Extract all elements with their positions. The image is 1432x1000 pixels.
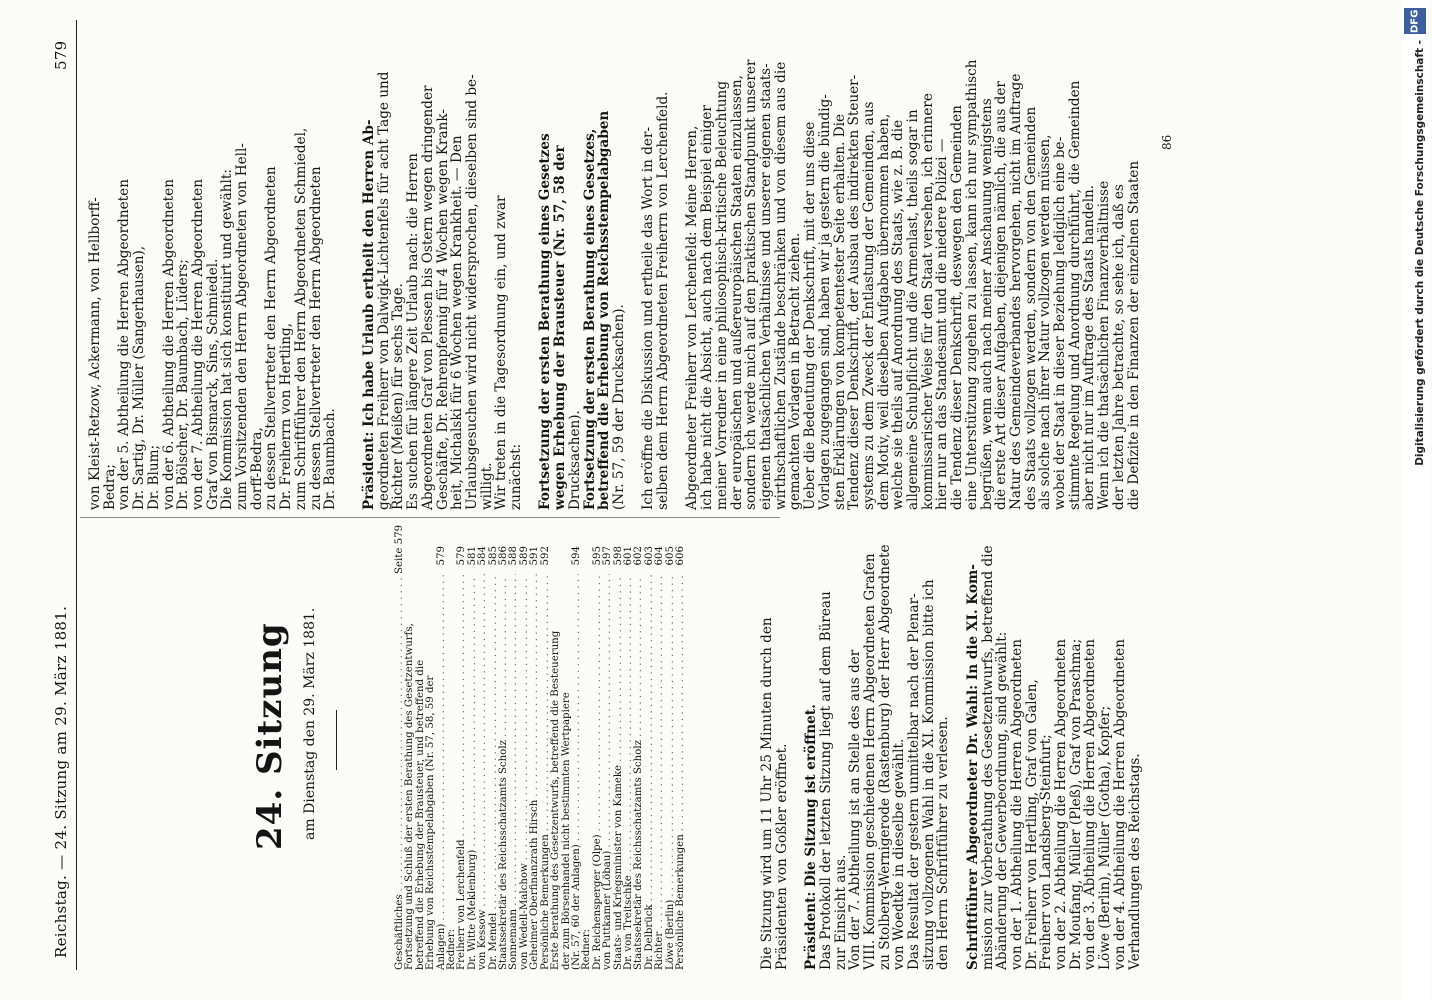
toc-leader: [437, 574, 447, 924]
toc-page: 581: [466, 546, 478, 566]
toc-entry-text: Geheimer Oberfinanzrath Hirsch: [529, 799, 541, 970]
toc-page: 594: [570, 546, 582, 566]
text-line: zu dessen Stellvertreter den Herrn Abgeordneten: [307, 166, 324, 510]
text-line: zur Einsicht aus.: [832, 854, 849, 970]
toc-entry-text: Dr. Witte (Meklenburg): [466, 849, 478, 970]
toc-row: [437, 546, 447, 970]
text-line: Dr. Moufang, Müller (Pleß), Graf von Praschma;: [1067, 638, 1084, 970]
text-line: begrüßen, wenn auch nach meiner Anschauung wenigstens: [978, 98, 995, 510]
toc-page: 591: [529, 546, 541, 566]
text-line: eine Unterstützung zugehen zu lassen, kann ich nur sympathisch: [963, 59, 980, 510]
toc-row: [676, 546, 686, 970]
toc-page: 579: [456, 546, 468, 566]
toc-entry-text: von Puttkamer (Löbau): [602, 850, 614, 970]
page-number: 579: [52, 40, 70, 70]
text-line: Schriftführer Abgeordneter Dr. Wahl: In die XI. Kom-: [964, 564, 981, 970]
toc-page: 604: [654, 546, 666, 566]
toc-entry-text: Anlagen): [435, 923, 447, 970]
toc-entry-text: von Wedell-Malchow: [518, 863, 530, 970]
text-line: Dr. Bölscher, Dr. Baumbach, Lüders;: [175, 259, 192, 510]
toc-row: [478, 546, 488, 970]
text-line: Dr. Sartig, Dr. Müller (Sangerhausen),: [131, 245, 148, 510]
text-line: Dr. Blum;: [145, 444, 162, 510]
text-line: meiner Vorredner in eine philosophisch-kritische Beleuchtung: [713, 80, 730, 510]
toc-entry-text: Redner:: [446, 928, 458, 970]
text-line: VIII. Kommission geschiedenen Herrn Abgeordneten Grafen: [861, 553, 878, 970]
toc-leader: [676, 574, 686, 834]
text-line: Wenn ich die thatsächlichen Finanzverhältnisse: [1096, 180, 1113, 510]
toc-entry-text: (Nr. 57, 60 der Anlagen): [570, 844, 582, 970]
toc-entry-text: Dr. Reichensperger (Olpe): [591, 834, 603, 970]
toc-row: [603, 546, 613, 970]
text-line: zum Vorsitzenden den Herrn Abgeordneten von Hell-: [234, 143, 251, 510]
toc-page: 606: [674, 546, 686, 566]
toc-entry-text: Persönliche Bemerkungen: [539, 834, 551, 970]
text-line: Dr. Baumbach.: [322, 408, 339, 510]
dfg-logo: DFG: [1404, 8, 1426, 34]
toc-page: 592: [539, 546, 551, 566]
text-line: wobei der Staat in dieser Beziehung lediglich eine be-: [1052, 136, 1069, 510]
text-line: Urlaubsgesuchen wird nicht widersprochen, dieselben sind be-: [463, 74, 480, 510]
text-line: Tendenz dieser Denkschrift, der Ausbau des indirekten Steuer-: [846, 74, 863, 510]
toc-entry-text: Dr. von Treitschke: [622, 875, 634, 970]
digitization-sidebar: [1402, 0, 1430, 1000]
toc-page: 589: [518, 546, 530, 566]
text-line: betreffend die Erhebung von Reichsstempelabgaben: [596, 110, 613, 510]
text-line: allgemeine Schulpflicht und die Armenlast, theils sogar in: [905, 109, 922, 510]
header-rule: [76, 20, 77, 970]
text-line: der letzten Jahre betrachte, so sehe ich, daß es: [1110, 184, 1127, 510]
toc-entry-text: Löwe (Berlin): [664, 899, 676, 970]
text-line: heit, Michalski für 6 Wochen wegen Krankheit. — Den: [449, 135, 466, 510]
text-line: von der 3. Abtheilung die Herren Abgeordneten: [1082, 639, 1099, 970]
text-line: aber nicht nur im Auftrage des Staats handeln.: [1081, 184, 1098, 510]
text-line: Präsident: Die Sitzung ist eröffnet.: [803, 704, 820, 970]
text-line: geordneten Freiherr von Dalwigk-Lichtenfels für acht Tage und: [375, 71, 392, 510]
toc-entry-text: Redner:: [581, 928, 593, 970]
toc-page: 603: [643, 546, 655, 566]
text-line: willigt.: [478, 462, 495, 510]
text-line: Natur des Gemeindeverbandes hervorgehen, nicht im Auftrage: [1007, 73, 1024, 510]
text-line: [671, 30, 686, 510]
text-line: von der 7. Abtheilung die Herren Abgeordneten: [189, 179, 206, 510]
toc-page: 598: [612, 546, 624, 566]
text-line: Vorlagen zugegangen sind, haben wir ja gestern die bündig-: [816, 94, 833, 510]
toc-leader: [457, 574, 467, 839]
text-line: Von der 7. Abtheilung ist an Stelle des aus der: [847, 649, 864, 970]
toc-page: 584: [477, 546, 489, 566]
toc-leader: [634, 574, 644, 740]
toc-leader: [499, 574, 509, 740]
text-line: Geschäfte, Dr. Rehrenpfennig für 4 Wochen wegen Krank-: [434, 109, 451, 510]
text-line: Abänderung der Gewerbeordnung, sind gewählt:: [994, 631, 1011, 970]
toc-leader: [509, 574, 519, 909]
text-line: systems zu dem Zweck der Entlastung der Gemeinden, aus: [860, 101, 877, 510]
toc-row: [499, 546, 509, 970]
text-line: Dr. Freiherr von Hertling, Graf von Galen,: [1023, 679, 1040, 970]
text-line: sitzung vollzogenen Wahl in die XI. Kommission bitte ich: [920, 579, 937, 970]
text-line: Verhandlungen des Reichstags.: [1126, 753, 1143, 970]
text-line: [789, 530, 804, 970]
toc-entry-text: betreffend die Erhebung der Brausteuer, und betreffend die: [414, 659, 426, 970]
text-line: (Nr. 57, 59 der Drucksachen).: [610, 304, 627, 510]
text-line: Wir treten in die Tagesordnung ein, und zwar: [493, 195, 510, 510]
text-line: die erste Art dieser Aufgaben, diejenigen nämlich, die aus der: [993, 81, 1010, 510]
toc-page: 595: [591, 546, 603, 566]
toc-row: [655, 546, 665, 970]
toc-row: [645, 546, 655, 970]
text-line: ich habe nicht die Absicht, auch nach dem Beispiel einiger: [699, 105, 716, 510]
toc-leader: [593, 574, 603, 834]
text-line: selben dem Herrn Abgeordneten Freiherrn von Lerchenfeld.: [655, 91, 672, 510]
text-line: dem Motiv, weil dieselben Aufgaben übernommen haben,: [875, 113, 892, 510]
toc-page: 601: [622, 546, 634, 566]
text-line: sten Erklärungen von kompetentester Seite erhalten. Die: [831, 113, 848, 510]
text-line: von der 5. Abtheilung die Herren Abgeordneten: [116, 179, 133, 510]
text-line: Präsidenten von Goßler eröffnet.: [773, 743, 790, 970]
text-line: Das Protokoll der letzten Sitzung liegt auf dem Büreau: [817, 591, 834, 970]
text-line: Es suchen für längere Zeit Urlaub nach: die Herren: [405, 153, 422, 510]
toc-row: [551, 546, 561, 970]
toc-entry-text: Staats- und Kriegsminister von Kameke: [612, 764, 624, 970]
session-title: 24. Sitzung: [250, 622, 290, 850]
running-header: Reichstag. — 24. Sitzung am 29. März 1881.: [52, 605, 70, 958]
text-line: zu Stolberg-Wernigerode (Rastenburg) der Herr Abgeordnete: [876, 544, 893, 970]
toc-leader: [572, 574, 582, 844]
right-column-text: [362, 30, 1141, 510]
dfg-credit: Digitalisierung gefördert durch die Deutsche Forschungsgemeinschaft -: [1414, 40, 1426, 466]
toc-entry-text: Geschäftliches: [394, 894, 405, 970]
text-line: Ich eröffne die Diskussion und ertheile das Wort in der-: [640, 126, 657, 510]
text-line: Freiherr von Landsberg-Steinfurt;: [1038, 734, 1055, 970]
text-line: von der 6. Abtheilung die Herren Abgeordneten: [160, 179, 177, 510]
toc-row: [468, 546, 478, 970]
text-line: den Herrn Schriftführer zu verlesen.: [935, 716, 952, 970]
text-line: Die Kommission hat sich konstituirt und gewählt:: [219, 169, 236, 510]
toc-entry-text: Staatssekretär des Reichsschatzamts Scholz: [633, 740, 645, 970]
title-rule: [336, 710, 337, 770]
text-line: wirthschaftlichen Zustände beschränken und von diesem aus die: [772, 61, 789, 510]
toc-entry-text: Dr. Delbrück: [643, 904, 655, 970]
toc-page: Seite 579: [394, 524, 405, 574]
text-line: die Defizite in den Finanzen der einzelnen Staaten: [1125, 160, 1142, 510]
text-line: mission zur Vorberathung des Gesetzentwurfs, betreffend die: [979, 545, 996, 970]
toc-leader: [468, 574, 478, 850]
signature-mark: 86: [1160, 134, 1174, 150]
text-line: Dr. Freiherrn von Hertling,: [278, 322, 295, 510]
text-line: [627, 30, 642, 510]
text-line: Fortsetzung der ersten Berathung eines Gesetzes,: [581, 128, 598, 510]
text-line: Das Resultat der gestern unmittelbar nach der Plenar-: [906, 593, 923, 970]
text-line: von Woedtke in dieselbe gewählt.: [891, 738, 908, 970]
toc-entry-text: Persönliche Bemerkungen: [674, 834, 686, 970]
toc-entry-text: Freiherr von Lerchenfeld: [456, 839, 468, 970]
text-line: gemachten Vorlagen in Betracht ziehen.: [787, 232, 804, 510]
text-line: von Kleist-Retzow, Ackermann, von Hellborff-: [87, 197, 103, 510]
toc-page: 597: [602, 546, 614, 566]
toc-entry-text: Erhebung von Reichsstempelabgaben (Nr. 57, 58, 59 der: [425, 675, 437, 970]
toc-page: 588: [508, 546, 520, 566]
toc-leader: [603, 574, 613, 851]
text-line: zum Schriftführer den Herrn Abgeordneten Schmiedel,: [292, 127, 309, 510]
text-line: Löwe (Berlin), Müller (Gotha), Kopfer;: [1097, 705, 1114, 970]
toc-entry-text: von Kessow: [477, 909, 489, 970]
text-line: eigenen thatsächlichen Verhältnisse und unserer eigenen staats-: [757, 63, 774, 510]
text-line: Graf von Bismarck, Sins, Schmiedel.: [204, 258, 221, 510]
text-line: von der 2. Abtheilung die Herren Abgeordneten: [1053, 639, 1070, 970]
toc-leader: [655, 574, 665, 932]
table-of-contents: [394, 524, 686, 970]
text-line: hier nur an das Standesamt und die niedere Polizei —: [934, 138, 951, 510]
toc-leader: [645, 574, 655, 904]
toc-entry-text: Erste Berathung des Gesetzentwurfs, betreffend die Besteuerung: [550, 630, 562, 970]
commission-list: [88, 30, 338, 510]
text-line: Abgeordneter Freiherr von Lerchenfeld: Meine Herren,: [684, 125, 701, 510]
toc-page: 605: [664, 546, 676, 566]
text-line: Abgeordneten Graf von Plessen bis Ostern wegen dringender: [419, 85, 436, 510]
text-line: die Tendenz dieser Denkschrift, deswegen den Gemeinden: [949, 105, 966, 510]
text-line: dorff-Bedra,: [248, 427, 265, 510]
text-line: zu dessen Stellvertreter den Herrn Abgeordneten: [263, 166, 280, 510]
text-line: kommissarischer Weise für den Staat versehen, ich erinnere: [919, 93, 936, 510]
text-line: Bedra;: [101, 464, 118, 510]
text-line: sondern ich werde mich auf den praktischen Standpunkt unserer: [743, 59, 760, 510]
toc-entry-text: Staatssekretär des Reichsschatzamts Scholz: [498, 740, 510, 970]
toc-entry-text: Richter: [654, 931, 666, 970]
toc-leader: [530, 574, 540, 800]
text-line: des Staats vollzogen werden, sondern von den Gemeinden: [1022, 106, 1039, 510]
text-line: der europäischen und außereuropäischen Staaten einzulassen,: [728, 75, 745, 510]
text-line: Präsident: Ich habe Urlaub ertheilt den Herren Ab-: [361, 119, 377, 510]
text-line: Richter (Meißen) für sechs Tage.: [390, 283, 407, 510]
left-column-text: [760, 530, 1142, 970]
toc-page: 585: [487, 546, 499, 566]
text-line: zunächst:: [508, 443, 525, 510]
text-line: wegen Erhebung der Brausteuer (Nr. 57, 58 der: [552, 145, 569, 510]
text-line: Die Sitzung wird um 11 Uhr 25 Minuten durch den: [759, 617, 775, 970]
text-line: Ueber die Bedeutung der Denkschrift, mit der uns diese: [802, 121, 819, 510]
toc-page: 579: [435, 546, 447, 566]
toc-page: 586: [498, 546, 510, 566]
toc-leader: [614, 574, 624, 765]
toc-leader: [478, 574, 488, 910]
toc-entry-text: Fortsetzung und Schluß der ersten Berathung des Gesetzentwurfs,: [404, 623, 416, 970]
toc-entry-text: der zum Börsenhandel nicht bestimmten Wertpapiere: [560, 692, 572, 970]
text-line: als solche nach ihrer Natur vollzogen werden müssen,: [1037, 134, 1054, 510]
toc-row: [426, 546, 436, 970]
toc-row: [572, 546, 582, 970]
text-line: Fortsetzung der ersten Berathung eines Gesetzes: [537, 133, 554, 510]
toc-page: 602: [633, 546, 645, 566]
text-line: von der 1. Abtheilung die Herren Abgeordneten: [1008, 639, 1025, 970]
toc-entry-text: Dr. Mendel: [487, 912, 499, 970]
toc-entry-text: Sonnemann: [508, 908, 520, 970]
text-line: [524, 30, 539, 510]
text-line: Drucksachen).: [566, 410, 583, 510]
text-line: stimmte Regelung und Anordnung durchführt, die Gemeinden: [1066, 80, 1083, 510]
text-line: welche sie theils auf Anordnung des Staats, wie z. B. die: [890, 119, 907, 510]
text-line: [951, 530, 966, 970]
text-line: von der 4. Abtheilung die Herren Abgeordneten: [1111, 639, 1128, 970]
session-subtitle: am Dienstag den 29. März 1881.: [302, 607, 318, 840]
column-divider: [80, 517, 780, 518]
